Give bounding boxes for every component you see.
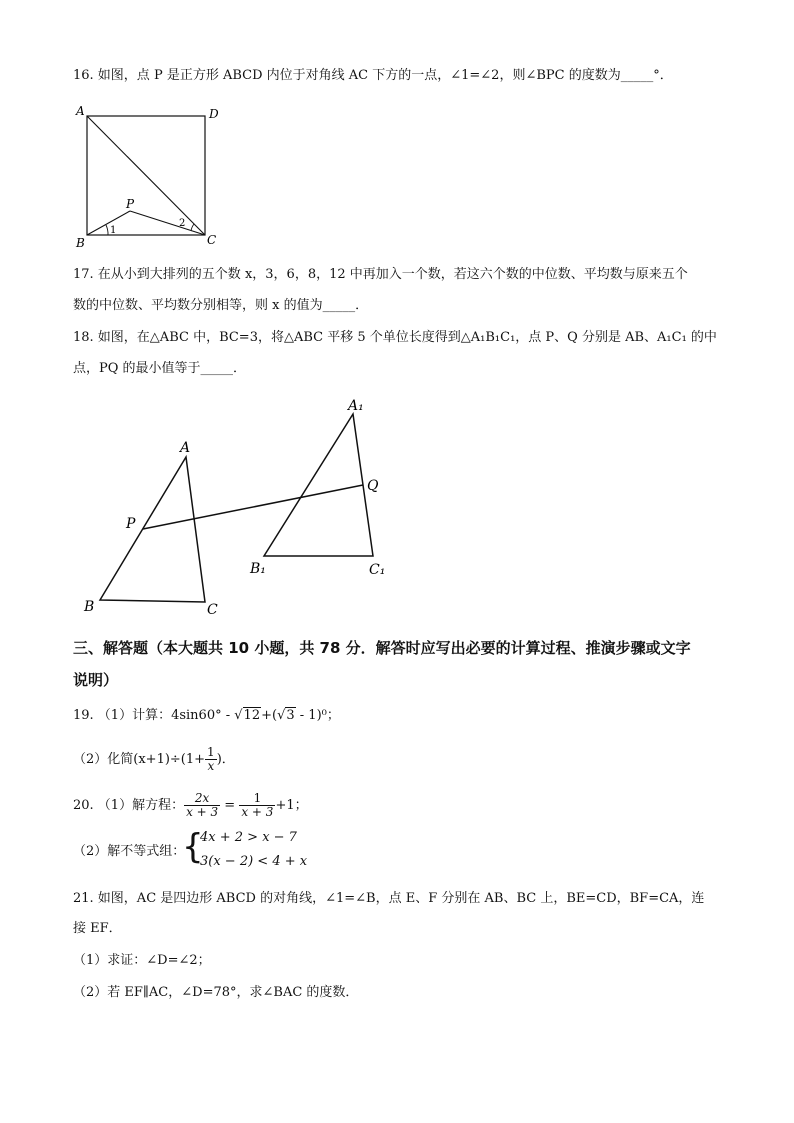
fraction-1-over-x-plus-3: $\frac{1}{x + 3}$ <box>241 791 274 819</box>
triangle-a1b1c1 <box>264 414 373 556</box>
label-p: P <box>126 197 135 211</box>
triangle-abc <box>100 457 205 602</box>
label-a: A <box>180 440 191 456</box>
fraction-1-over-x: $\frac{1}{x}$ <box>207 745 215 773</box>
angle-2-arc <box>191 224 194 231</box>
label-d: D <box>209 107 219 121</box>
inequality-line2: 3(x − 2) < 4 + x <box>200 854 308 869</box>
diagonal-ac <box>87 116 205 235</box>
q17-line1: 17. 在从小到大排列的五个数 x，3，6，8，12 中再加入一个数，若这六个数的中位数、平均数与原来五个 <box>73 267 688 282</box>
segment-bp <box>87 211 130 235</box>
section3-heading-line1: 三、解答题（本大题共 10 小题，共 78 分．解答时应写出必要的计算过程、推演步骤或文字 <box>73 639 691 657</box>
q21-part1: （1）求证：∠D=∠2； <box>73 953 211 968</box>
label-b1: B₁ <box>250 561 266 577</box>
q21-part2: （2）若 EF∥AC，∠D=78°，求∠BAC 的度数． <box>73 985 359 1000</box>
q20-part1: 20. （1）解方程： $\frac{2x}{x + 3}$ = $\frac{1}{x + 3}$ +1； <box>73 791 308 819</box>
q18-line1: 18. 如图，在△ABC 中，BC=3，将△ABC 平移 5 个单位长度得到△A₁B₁C₁，点 P、Q 分别是 AB、A₁C₁ 的中 <box>73 330 717 345</box>
label-a1: A₁ <box>348 398 364 414</box>
inequality-brace: { <box>182 827 204 867</box>
q21-line1: 21. 如图，AC 是四边形 ABCD 的对角线，∠1=∠B，点 E、F 分别在 AB、BC 上，BE=CD，BF=CA，连 <box>73 891 705 906</box>
segment-pq <box>143 485 363 529</box>
label-a: A <box>76 104 85 118</box>
label-b: B <box>84 599 95 615</box>
label-angle-1: 1 <box>110 225 117 236</box>
sqrt-12: 12 <box>243 708 261 723</box>
label-p: P <box>126 516 136 532</box>
q16-text: 16. 如图，点 P 是正方形 ABCD 内位于对角线 AC 下方的一点，∠1=∠2，则∠BPC 的度数为_____°． <box>73 68 673 83</box>
q20-part2-label: （2）解不等式组： <box>73 844 186 859</box>
q19-part1: 19. （1）计算：4sin60° - √12+(√3 - 1)⁰； <box>73 708 340 723</box>
label-c: C <box>207 233 217 247</box>
q17-line2: 数的中位数、平均数分别相等，则 x 的值为_____． <box>73 298 369 313</box>
q21-line2: 接 EF． <box>73 921 122 936</box>
fraction-2x-over-x-plus-3: $\frac{2x}{x + 3}$ <box>186 791 219 819</box>
angle-1-arc <box>106 225 108 235</box>
label-c: C <box>207 602 218 618</box>
inequality-line1: 4x + 2 > x − 7 <box>200 830 297 845</box>
label-angle-2: 2 <box>179 218 186 229</box>
label-c1: C₁ <box>369 562 386 578</box>
q18-triangles-figure <box>70 390 410 625</box>
q19-part2: （2）化简(x+1)÷(1+ $\frac{1}{x}$ )． <box>73 745 235 773</box>
sqrt-3: 3 <box>286 708 295 723</box>
q18-line2: 点，PQ 的最小值等于_____． <box>73 361 247 376</box>
section3-heading-line2: 说明） <box>73 671 119 689</box>
label-q: Q <box>367 478 379 494</box>
label-b: B <box>76 236 85 250</box>
q16-square-figure <box>70 100 230 250</box>
